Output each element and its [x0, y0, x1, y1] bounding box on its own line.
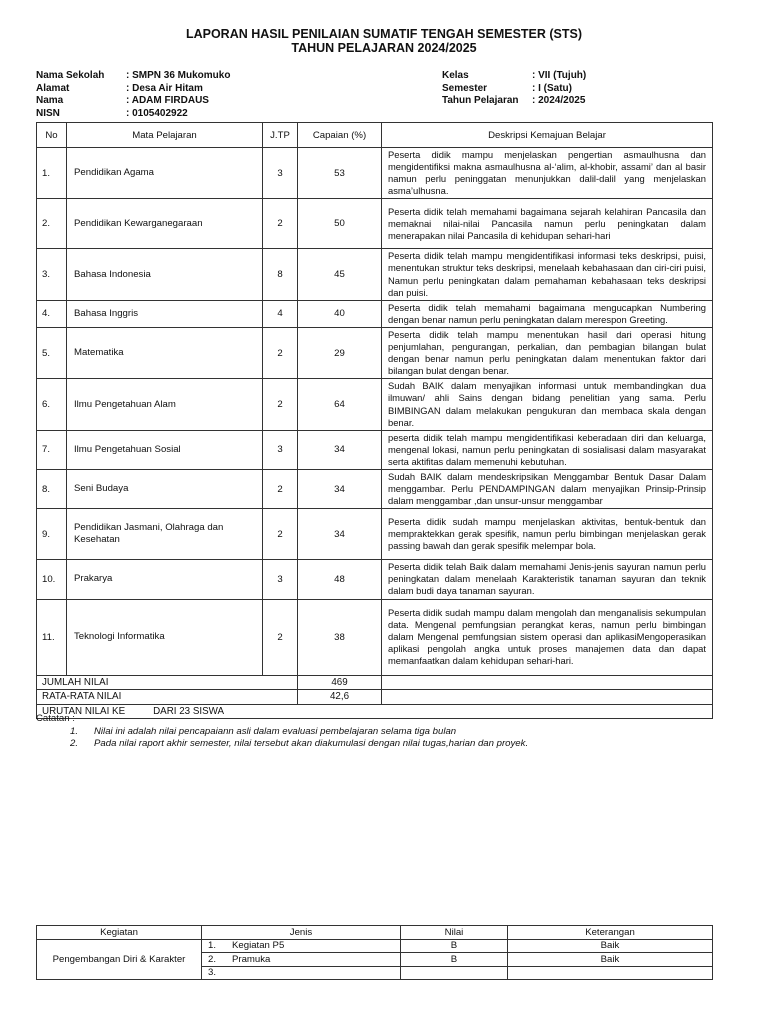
total-row [37, 675, 713, 690]
identity-label: Tahun Pelajaran [442, 95, 519, 106]
row-jtp: 2 [263, 509, 298, 560]
report-title: LAPORAN HASIL PENILAIAN SUMATIF TENGAH SEMESTER (STS) [185, 27, 583, 41]
activity-type [202, 939, 401, 953]
row-no: 4. [37, 300, 67, 327]
note-text: Nilai ini adalah nilai pencapaiann asli dalam evaluasi pembelajaran selama tiga bulan [94, 725, 457, 737]
row-jtp: 8 [263, 249, 298, 300]
identity-row-school [36, 70, 230, 83]
identity-row-semester [442, 83, 586, 96]
row-subject: Prakarya [67, 560, 263, 599]
row-jtp: 2 [263, 469, 298, 508]
identity-row-year [442, 95, 586, 108]
identity-value: : 2024/2025 [532, 95, 586, 106]
row-jtp: 3 [263, 430, 298, 469]
note-item [36, 726, 528, 739]
row-jtp: 2 [263, 379, 298, 430]
table-row [37, 939, 713, 953]
row-score: 64 [298, 379, 382, 430]
identity-row-class [442, 70, 586, 83]
activity-grade: B [401, 953, 508, 967]
header-remarks: Keterangan [508, 926, 713, 940]
identity-label: Nama [36, 95, 64, 106]
header-score: Capaian (%) [298, 123, 382, 148]
identity-row-name [36, 95, 230, 108]
row-subject: Pendidikan Jasmani, Olahraga dan Kesehatan [67, 509, 263, 560]
table-row [37, 148, 713, 199]
identity-row-nisn [36, 108, 230, 121]
activity-remarks [508, 966, 713, 980]
row-description: Sudah BAIK dalam mendeskripsikan Menggambar Bentuk Dasar Dalam menggambar. Perlu PENDAMPINGAN dalam menyajikan Prinsip-Prinsip dalam menggambar ,dan unsur-unsur menggambar [382, 469, 713, 508]
table-row [37, 249, 713, 300]
row-score: 29 [298, 327, 382, 378]
activities-table [36, 925, 713, 980]
row-no: 7. [37, 430, 67, 469]
table-row [37, 509, 713, 560]
row-subject: Bahasa Indonesia [67, 249, 263, 300]
header-grade: Nilai [401, 926, 508, 940]
row-description: Peserta didik mampu menjelaskan pengertian asmaulhusna dan mengidentifiksi makna asmaulhusna al-‘alim, al-khobir, assami’ dan al basir namun perlu peninggatan menunjukkan dalil-dalil yang menjelaskan asma’ulhusna. [382, 148, 713, 199]
notes-heading: Catatan : [36, 713, 75, 724]
activity-number: 3. [208, 967, 217, 979]
header-jtp: J.TP [263, 123, 298, 148]
identity-value: : ADAM FIRDAUS [126, 95, 209, 106]
row-subject: Matematika [67, 327, 263, 378]
row-subject: Bahasa Inggris [67, 300, 263, 327]
total-label: JUMLAH NILAI [37, 675, 298, 690]
row-no: 2. [37, 199, 67, 249]
table-row [37, 327, 713, 378]
grades-body [37, 148, 713, 719]
header-description: Deskripsi Kemajuan Belajar [382, 123, 713, 148]
identity-row-address [36, 83, 230, 96]
total-value: 469 [298, 675, 382, 690]
row-description: Peserta didik telah memahami bagaimana mengucapkan Numbering dengan benar namun perlu peningkatan dalam merespon Greeting. [382, 300, 713, 327]
row-no: 5. [37, 327, 67, 378]
note-number: 2. [70, 738, 79, 749]
row-description: Peserta didik sudah mampu dalam mengolah dan menganalisis sekumpulan data. Mengenal pemfungsian perangkat keras, namun perlu bimbingan dalam Mengenal pemfungsian sistem operasi dan aplikasiMengoperasikan aplikasi pengolah angka untuk proses manajemen data dan dapat memanfaatkan dalam kehidupan sehari-hari. [382, 599, 713, 675]
activity-name: Pengembangan Diri & Karakter [37, 939, 202, 980]
row-description: Peserta didik sudah mampu menjelaskan aktivitas, bentuk-bentuk dan mempraktekkan gerak spesifik, namun perlu bimbingan menjelaskan gerak passing bawah dan gerak spesifik melempar bola. [382, 509, 713, 560]
table-row [37, 469, 713, 508]
average-label: RATA-RATA NILAI [37, 690, 298, 705]
header-type: Jenis [202, 926, 401, 940]
grades-header-row [37, 123, 713, 148]
table-row [37, 430, 713, 469]
table-row [37, 300, 713, 327]
identity-label: Alamat [36, 82, 70, 94]
row-jtp: 3 [263, 560, 298, 599]
row-jtp: 2 [263, 199, 298, 249]
identity-value: : 0105402922 [126, 107, 188, 119]
table-row [37, 599, 713, 675]
activity-number: 1. [208, 940, 217, 952]
activity-remarks: Baik [508, 953, 713, 967]
note-item [36, 738, 528, 751]
activity-grade [401, 966, 508, 980]
row-description: Peserta didik telah mampu menentukan hasil dari operasi hitung penjumlahan, pengurangan, perkalian, dan pembagian bilangan bulat dengan benar namun perlu peningkatan dalam menentukan faktor dari bilangan bulat dengan benar. [382, 327, 713, 378]
row-description: Peserta didik telah mampu mengidentifikasi informasi teks deskripsi, puisi, menentukan struktur teks deskripsi, menelaah kebahasaan dan ciri-ciri puisi, Namun perlu peningkatan dalam pemahaman kebahasaan teks deskripsi dan puisi. [382, 249, 713, 300]
row-subject: Teknologi Informatika [67, 599, 263, 675]
row-no: 1. [37, 148, 67, 199]
activity-type-label: Kegiatan P5 [232, 940, 285, 952]
row-no: 11. [37, 599, 67, 675]
activity-type-label: Pramuka [232, 953, 271, 965]
row-subject: Pendidikan Agama [67, 148, 263, 199]
row-score: 50 [298, 199, 382, 249]
rank-label: URUTAN NILAI KE [42, 705, 126, 717]
average-empty [382, 690, 713, 705]
row-description: Peserta didik telah Baik dalam memahami Jenis-jenis sayuran namun perlu peningkatan dalam menelaah Karakteristik tanaman sayuran dan teknik dalam budi daya tanaman sayuran. [382, 560, 713, 599]
row-description: peserta didik telah mampu mengidentifikasi keberadaan diri dan keluarga, mengenal lokasi, namun perlu peningkatan di sosialisasi dalam masyarakat serta aktifitas dalam memenuhi kebutuhan. [382, 430, 713, 469]
header-no: No [37, 123, 67, 148]
row-subject: Seni Budaya [67, 469, 263, 508]
row-score: 53 [298, 148, 382, 199]
header-subject: Mata Pelajaran [67, 123, 263, 148]
notes-section [36, 713, 528, 751]
activity-grade: B [401, 939, 508, 953]
average-value: 42,6 [298, 690, 382, 705]
header-activity: Kegiatan [37, 926, 202, 940]
note-text: Pada nilai raport akhir semester, nilai tersebut akan diakumulasi dengan nilai tugas,harian dan proyek. [94, 738, 529, 749]
row-score: 40 [298, 300, 382, 327]
total-empty [382, 675, 713, 690]
identity-value: : Desa Air Hitam [126, 82, 203, 94]
row-jtp: 4 [263, 300, 298, 327]
row-no: 9. [37, 509, 67, 560]
row-no: 3. [37, 249, 67, 300]
activity-type [202, 953, 401, 967]
student-identity-left [36, 70, 230, 120]
row-no: 8. [37, 469, 67, 508]
row-description: Sudah BAIK dalam menyajikan informasi untuk membandingkan dua ilmuwan/ ahli Sains dengan bidang penelitian yang sama. Perlu BIMBINGAN dalam melakukan pengukuran dan membaca skala dengan benar. [382, 379, 713, 430]
rank-of-students: DARI 23 SISWA [153, 705, 225, 717]
table-row [37, 199, 713, 249]
identity-value: : I (Satu) [532, 82, 572, 94]
row-subject: Pendidikan Kewarganegaraan [67, 199, 263, 249]
row-subject: Ilmu Pengetahuan Alam [67, 379, 263, 430]
grades-table [36, 122, 713, 719]
report-subtitle: TAHUN PELAJARAN 2024/2025 [291, 41, 477, 55]
row-score: 48 [298, 560, 382, 599]
activity-remarks: Baik [508, 939, 713, 953]
note-number: 1. [70, 725, 79, 737]
activities-header-row [37, 926, 713, 940]
identity-label: Nama Sekolah [36, 70, 105, 81]
row-score: 34 [298, 469, 382, 508]
identity-value: : SMPN 36 Mukomuko [126, 70, 231, 81]
row-score: 38 [298, 599, 382, 675]
row-subject: Ilmu Pengetahuan Sosial [67, 430, 263, 469]
row-jtp: 2 [263, 599, 298, 675]
row-description: Peserta didik telah memahami bagaimana sejarah kelahiran Pancasila dan memaknai nilai-nilai Pancasila namun perlu peningkatan dalam menerapakan nilai Pancasila di kehidupan sehari-hari [382, 199, 713, 249]
row-score: 45 [298, 249, 382, 300]
row-score: 34 [298, 509, 382, 560]
activity-type [202, 966, 401, 980]
student-identity-right [442, 70, 586, 108]
table-row [37, 560, 713, 599]
row-no: 6. [37, 379, 67, 430]
identity-value: : VII (Tujuh) [532, 70, 587, 81]
row-score: 34 [298, 430, 382, 469]
average-row [37, 690, 713, 705]
identity-label: NISN [36, 107, 60, 119]
table-row [37, 379, 713, 430]
identity-label: Kelas [442, 70, 469, 81]
row-no: 10. [37, 560, 67, 599]
row-jtp: 2 [263, 327, 298, 378]
identity-label: Semester [442, 82, 488, 94]
activity-number: 2. [208, 953, 217, 965]
row-jtp: 3 [263, 148, 298, 199]
